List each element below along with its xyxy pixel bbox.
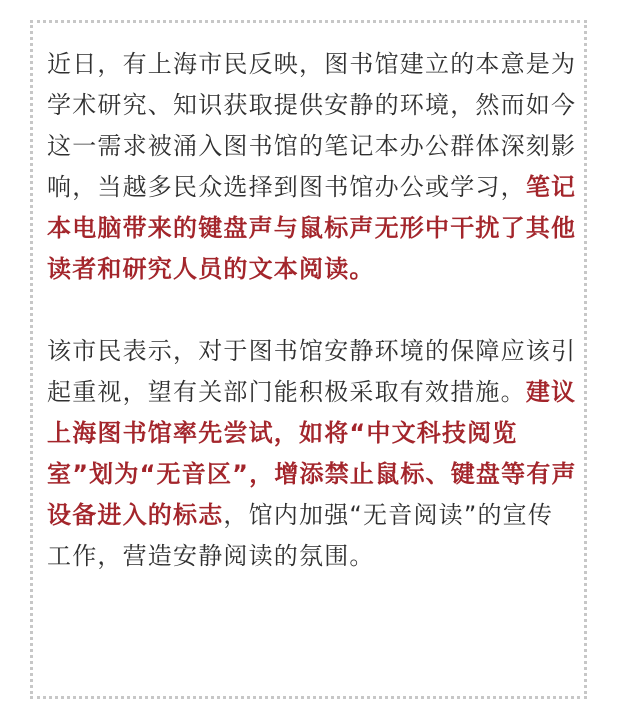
article-body [47, 44, 577, 577]
paragraph-2-highlight: 建议上海图书馆率先尝试，如将“中文科技阅览室”划为“无音区”，增添禁止鼠标、键盘等有声设备进入的标志 [47, 378, 577, 529]
paragraph-2-text-end: ，馆内加强“无音阅读”的宣传工作，营造安静阅读的氛围。 [47, 501, 554, 570]
paragraph-2-text: 该市民表示，对于图书馆安静环境的保障应该引起重视，望有关部门能积极采取有效措施。 [47, 337, 577, 406]
paragraph-1-text: 近日，有上海市民反映，图书馆建立的本意是为学术研究、知识获取提供安静的环境，然而如今这一需求被涌入图书馆的笔记本办公群体深刻影响，当越多民众选择到图书馆办公或学习， [47, 50, 577, 201]
paragraph-1-highlight: 笔记本电脑带来的键盘声与鼠标声无形中干扰了其他读者和研究人员的文本阅读。 [47, 173, 577, 283]
paragraph-1 [47, 44, 577, 290]
paragraph-2 [47, 331, 577, 577]
